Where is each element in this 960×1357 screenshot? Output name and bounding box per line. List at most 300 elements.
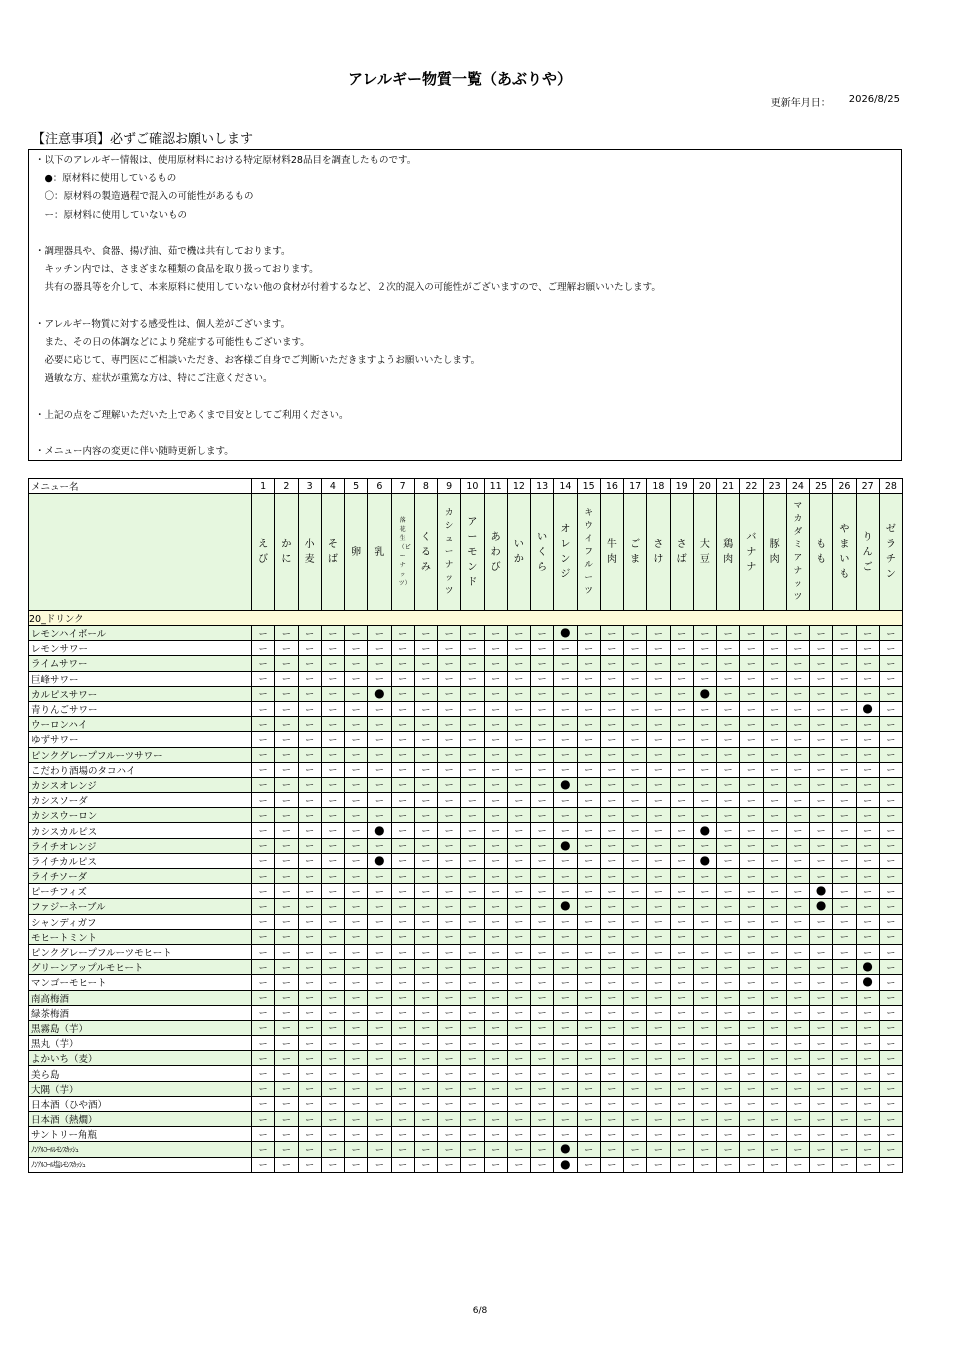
- none-mark: ー: [624, 1051, 647, 1066]
- none-mark: ー: [717, 1051, 740, 1066]
- none-mark: ー: [693, 838, 716, 853]
- none-mark: ー: [414, 899, 437, 914]
- none-mark: ー: [740, 732, 763, 747]
- none-mark: ー: [577, 641, 600, 656]
- update-date-value: 2026/8/25: [848, 94, 900, 105]
- table-row: [29, 1066, 903, 1081]
- used-dot: ●: [374, 852, 385, 867]
- none-mark: ー: [856, 944, 879, 959]
- none-mark: ー: [856, 899, 879, 914]
- table-row: [29, 1081, 903, 1096]
- none-mark: ー: [740, 869, 763, 884]
- none-mark: ー: [786, 1142, 809, 1157]
- used-dot: ●: [560, 898, 571, 913]
- none-mark: ー: [786, 626, 809, 641]
- none-mark: ー: [856, 823, 879, 838]
- none-mark: ー: [391, 808, 414, 823]
- none-mark: ー: [438, 1127, 461, 1142]
- none-mark: ー: [693, 990, 716, 1005]
- none-mark: ー: [624, 626, 647, 641]
- none-mark: ー: [554, 747, 577, 762]
- none-mark: ー: [252, 944, 275, 959]
- none-mark: ー: [321, 853, 344, 868]
- none-mark: ー: [345, 1096, 368, 1111]
- none-mark: ー: [763, 838, 786, 853]
- none-mark: ー: [275, 1127, 298, 1142]
- none-mark: ー: [414, 1157, 437, 1172]
- none-mark: ー: [275, 1051, 298, 1066]
- none-mark: ー: [275, 1005, 298, 1020]
- notice-line: [35, 388, 895, 406]
- none-mark: ー: [484, 1157, 507, 1172]
- table-row: [29, 884, 903, 899]
- none-mark: ー: [484, 960, 507, 975]
- none-mark: ー: [275, 762, 298, 777]
- none-mark: ー: [856, 1051, 879, 1066]
- none-mark: ー: [670, 808, 693, 823]
- allergen-name: もも: [816, 539, 827, 565]
- none-mark: ー: [647, 747, 670, 762]
- none-mark: ー: [252, 929, 275, 944]
- none-mark: ー: [368, 762, 391, 777]
- none-mark: ー: [531, 1005, 554, 1020]
- none-mark: ー: [833, 1157, 856, 1172]
- none-mark: ー: [786, 1051, 809, 1066]
- notice-line: [35, 298, 895, 316]
- none-mark: ー: [368, 1081, 391, 1096]
- none-mark: ー: [298, 914, 321, 929]
- none-mark: ー: [507, 1112, 530, 1127]
- none-mark: ー: [298, 626, 321, 641]
- none-mark: ー: [554, 975, 577, 990]
- none-mark: ー: [414, 762, 437, 777]
- none-mark: ー: [507, 1081, 530, 1096]
- none-mark: ー: [670, 686, 693, 701]
- allergen-header: [670, 494, 693, 611]
- none-mark: ー: [810, 717, 833, 732]
- none-mark: ー: [810, 1005, 833, 1020]
- none-mark: ー: [252, 762, 275, 777]
- none-mark: ー: [600, 808, 623, 823]
- none-mark: ー: [717, 884, 740, 899]
- none-mark: ー: [252, 1020, 275, 1035]
- none-mark: ー: [740, 762, 763, 777]
- none-mark: ー: [647, 1157, 670, 1172]
- none-mark: ー: [856, 717, 879, 732]
- none-mark: ー: [786, 899, 809, 914]
- none-mark: ー: [577, 777, 600, 792]
- allergen-number: 16: [600, 479, 623, 494]
- used-dot: ●: [560, 1156, 571, 1171]
- none-mark: ー: [298, 656, 321, 671]
- notice-line: ・上記の点をご理解いただいた上であくまで目安としてご利用ください。: [35, 409, 349, 421]
- none-mark: ー: [693, 960, 716, 975]
- none-mark: ー: [391, 853, 414, 868]
- none-mark: ー: [717, 717, 740, 732]
- none-mark: ー: [507, 1036, 530, 1051]
- none-mark: ー: [600, 762, 623, 777]
- none-mark: ー: [577, 1127, 600, 1142]
- none-mark: ー: [786, 747, 809, 762]
- none-mark: ー: [414, 884, 437, 899]
- table-row: [29, 686, 903, 701]
- none-mark: ー: [554, 944, 577, 959]
- none-mark: ー: [438, 1036, 461, 1051]
- none-mark: ー: [414, 823, 437, 838]
- none-mark: ー: [438, 777, 461, 792]
- none-mark: ー: [554, 1081, 577, 1096]
- none-mark: ー: [856, 762, 879, 777]
- none-mark: ー: [368, 641, 391, 656]
- used-dot: ●: [374, 822, 385, 837]
- none-mark: ー: [833, 884, 856, 899]
- notice-line: 必要に応じて、専門医にご相談いただき、お客様ご自身でご判断いただきますようお願いいたします。: [35, 355, 481, 367]
- none-mark: ー: [554, 717, 577, 732]
- none-mark: ー: [856, 641, 879, 656]
- none-mark: ー: [786, 884, 809, 899]
- none-mark: ー: [345, 975, 368, 990]
- none-mark: ー: [507, 732, 530, 747]
- none-mark: ー: [484, 823, 507, 838]
- menu-item-name: カシスオレンジ: [29, 777, 252, 792]
- none-mark: ー: [554, 1096, 577, 1111]
- none-mark: ー: [531, 777, 554, 792]
- allergen-header: [461, 494, 484, 611]
- none-mark: ー: [391, 838, 414, 853]
- none-mark: ー: [740, 899, 763, 914]
- none-mark: ー: [531, 929, 554, 944]
- none-mark: ー: [275, 899, 298, 914]
- none-mark: ー: [693, 762, 716, 777]
- none-mark: ー: [368, 944, 391, 959]
- none-mark: ー: [856, 1142, 879, 1157]
- none-mark: ー: [438, 701, 461, 716]
- none-mark: ー: [507, 701, 530, 716]
- none-mark: ー: [833, 944, 856, 959]
- none-mark: ー: [507, 671, 530, 686]
- none-mark: ー: [577, 960, 600, 975]
- allergen-name: 牛肉: [606, 539, 617, 565]
- table-row: [29, 747, 903, 762]
- none-mark: ー: [321, 1112, 344, 1127]
- notice-heading: 【注意事項】必ずご確認お願いします: [32, 132, 254, 147]
- none-mark: ー: [600, 823, 623, 838]
- none-mark: ー: [507, 686, 530, 701]
- none-mark: ー: [856, 626, 879, 641]
- none-mark: ー: [600, 899, 623, 914]
- none-mark: ー: [461, 869, 484, 884]
- none-mark: ー: [717, 990, 740, 1005]
- none-mark: ー: [763, 884, 786, 899]
- none-mark: ー: [717, 1127, 740, 1142]
- none-mark: ー: [600, 1066, 623, 1081]
- none-mark: ー: [670, 626, 693, 641]
- none-mark: ー: [461, 732, 484, 747]
- none-mark: ー: [438, 671, 461, 686]
- menu-item-name: ウーロンハイ: [29, 717, 252, 732]
- none-mark: ー: [554, 853, 577, 868]
- none-mark: ー: [833, 1096, 856, 1111]
- none-mark: ー: [833, 686, 856, 701]
- none-mark: ー: [321, 1127, 344, 1142]
- none-mark: ー: [275, 929, 298, 944]
- none-mark: ー: [740, 1142, 763, 1157]
- none-mark: ー: [624, 1112, 647, 1127]
- none-mark: ー: [275, 990, 298, 1005]
- none-mark: ー: [507, 899, 530, 914]
- none-mark: ー: [554, 823, 577, 838]
- none-mark: ー: [740, 717, 763, 732]
- table-row: [29, 641, 903, 656]
- none-mark: ー: [275, 732, 298, 747]
- none-mark: ー: [600, 686, 623, 701]
- none-mark: ー: [507, 641, 530, 656]
- allergen-number: 4: [321, 479, 344, 494]
- none-mark: ー: [763, 1020, 786, 1035]
- menu-item-name: シャンディガフ: [29, 914, 252, 929]
- none-mark: ー: [577, 626, 600, 641]
- none-mark: ー: [717, 914, 740, 929]
- none-mark: ー: [321, 960, 344, 975]
- none-mark: ー: [368, 914, 391, 929]
- used-mark: [554, 1142, 577, 1157]
- none-mark: ー: [368, 1112, 391, 1127]
- none-mark: ー: [298, 732, 321, 747]
- none-mark: ー: [298, 990, 321, 1005]
- none-mark: ー: [252, 899, 275, 914]
- none-mark: ー: [252, 914, 275, 929]
- none-mark: ー: [740, 975, 763, 990]
- none-mark: ー: [368, 656, 391, 671]
- none-mark: ー: [763, 793, 786, 808]
- none-mark: ー: [879, 747, 902, 762]
- none-mark: ー: [577, 732, 600, 747]
- none-mark: ー: [786, 944, 809, 959]
- none-mark: ー: [600, 641, 623, 656]
- none-mark: ー: [833, 823, 856, 838]
- none-mark: ー: [554, 990, 577, 1005]
- none-mark: ー: [879, 944, 902, 959]
- none-mark: ー: [647, 1081, 670, 1096]
- none-mark: ー: [763, 626, 786, 641]
- none-mark: ー: [321, 869, 344, 884]
- none-mark: ー: [507, 747, 530, 762]
- none-mark: ー: [252, 1066, 275, 1081]
- none-mark: ー: [368, 732, 391, 747]
- none-mark: ー: [345, 929, 368, 944]
- none-mark: ー: [717, 1005, 740, 1020]
- none-mark: ー: [391, 1005, 414, 1020]
- none-mark: ー: [833, 1005, 856, 1020]
- none-mark: ー: [252, 626, 275, 641]
- none-mark: ー: [624, 884, 647, 899]
- none-mark: ー: [391, 1036, 414, 1051]
- none-mark: ー: [391, 1127, 414, 1142]
- allergen-header: [577, 494, 600, 611]
- none-mark: ー: [252, 1157, 275, 1172]
- none-mark: ー: [740, 1066, 763, 1081]
- none-mark: ー: [275, 1036, 298, 1051]
- none-mark: ー: [414, 1005, 437, 1020]
- none-mark: ー: [298, 899, 321, 914]
- none-mark: ー: [786, 732, 809, 747]
- none-mark: ー: [321, 929, 344, 944]
- none-mark: ー: [786, 929, 809, 944]
- none-mark: ー: [252, 1005, 275, 1020]
- none-mark: ー: [833, 1112, 856, 1127]
- none-mark: ー: [321, 1066, 344, 1081]
- none-mark: ー: [298, 1142, 321, 1157]
- none-mark: ー: [670, 899, 693, 914]
- table-row: [29, 717, 903, 732]
- none-mark: ー: [879, 929, 902, 944]
- allergen-name: りんご: [862, 531, 873, 573]
- none-mark: ー: [810, 686, 833, 701]
- none-mark: ー: [879, 1096, 902, 1111]
- none-mark: ー: [717, 671, 740, 686]
- none-mark: ー: [484, 1051, 507, 1066]
- none-mark: ー: [438, 626, 461, 641]
- none-mark: ー: [252, 701, 275, 716]
- none-mark: ー: [810, 1051, 833, 1066]
- none-mark: ー: [368, 1005, 391, 1020]
- none-mark: ー: [670, 884, 693, 899]
- none-mark: ー: [856, 1112, 879, 1127]
- none-mark: ー: [600, 1112, 623, 1127]
- none-mark: ー: [624, 1081, 647, 1096]
- none-mark: ー: [368, 869, 391, 884]
- used-dot: ●: [815, 898, 827, 913]
- none-mark: ー: [368, 838, 391, 853]
- none-mark: ー: [298, 1096, 321, 1111]
- none-mark: ー: [252, 823, 275, 838]
- category-row: 20_ドリンク: [29, 611, 903, 626]
- none-mark: ー: [693, 1020, 716, 1035]
- allergen-header: [833, 494, 856, 611]
- used-mark: [693, 853, 716, 868]
- none-mark: ー: [670, 990, 693, 1005]
- none-mark: ー: [438, 1096, 461, 1111]
- none-mark: ー: [833, 1142, 856, 1157]
- none-mark: ー: [647, 1096, 670, 1111]
- none-mark: ー: [461, 1157, 484, 1172]
- none-mark: ー: [531, 747, 554, 762]
- none-mark: ー: [345, 1127, 368, 1142]
- none-mark: ー: [554, 732, 577, 747]
- none-mark: ー: [833, 975, 856, 990]
- none-mark: ー: [833, 990, 856, 1005]
- none-mark: ー: [577, 990, 600, 1005]
- allergen-number: 8: [414, 479, 437, 494]
- none-mark: ー: [879, 793, 902, 808]
- none-mark: ー: [717, 1142, 740, 1157]
- none-mark: ー: [414, 1127, 437, 1142]
- none-mark: ー: [879, 1051, 902, 1066]
- none-mark: ー: [298, 717, 321, 732]
- notice-box: [28, 149, 902, 461]
- none-mark: ー: [507, 960, 530, 975]
- none-mark: ー: [531, 884, 554, 899]
- none-mark: ー: [507, 656, 530, 671]
- none-mark: ー: [600, 701, 623, 716]
- none-mark: ー: [810, 975, 833, 990]
- none-mark: ー: [461, 1066, 484, 1081]
- none-mark: ー: [484, 762, 507, 777]
- none-mark: ー: [577, 671, 600, 686]
- none-mark: ー: [345, 1157, 368, 1172]
- none-mark: ー: [368, 747, 391, 762]
- none-mark: ー: [438, 641, 461, 656]
- none-mark: ー: [693, 793, 716, 808]
- none-mark: ー: [577, 884, 600, 899]
- none-mark: ー: [252, 793, 275, 808]
- none-mark: ー: [507, 626, 530, 641]
- none-mark: ー: [298, 777, 321, 792]
- none-mark: ー: [577, 656, 600, 671]
- allergen-number: 2: [275, 479, 298, 494]
- table-row: [29, 1005, 903, 1020]
- menu-item-name: 南高梅酒: [29, 990, 252, 1005]
- none-mark: ー: [531, 960, 554, 975]
- none-mark: ー: [275, 793, 298, 808]
- none-mark: ー: [670, 777, 693, 792]
- none-mark: ー: [740, 960, 763, 975]
- none-mark: ー: [531, 1142, 554, 1157]
- none-mark: ー: [298, 1081, 321, 1096]
- none-mark: ー: [647, 1036, 670, 1051]
- allergen-number: 23: [763, 479, 786, 494]
- none-mark: ー: [670, 656, 693, 671]
- none-mark: ー: [577, 1020, 600, 1035]
- none-mark: ー: [833, 671, 856, 686]
- update-date-label: 更新年月日：: [770, 98, 831, 109]
- none-mark: ー: [786, 1112, 809, 1127]
- allergen-name: かに: [281, 539, 292, 565]
- allergen-header: [600, 494, 623, 611]
- none-mark: ー: [647, 929, 670, 944]
- none-mark: ー: [461, 990, 484, 1005]
- none-mark: ー: [577, 823, 600, 838]
- none-mark: ー: [810, 823, 833, 838]
- none-mark: ー: [670, 717, 693, 732]
- menu-item-name: ゆずサワー: [29, 732, 252, 747]
- none-mark: ー: [717, 869, 740, 884]
- table-row: [29, 960, 903, 975]
- none-mark: ー: [670, 1005, 693, 1020]
- none-mark: ー: [786, 656, 809, 671]
- none-mark: ー: [833, 626, 856, 641]
- table-row: [29, 656, 903, 671]
- none-mark: ー: [275, 853, 298, 868]
- none-mark: ー: [461, 626, 484, 641]
- none-mark: ー: [414, 793, 437, 808]
- allergen-number: 10: [461, 479, 484, 494]
- none-mark: ー: [577, 1157, 600, 1172]
- table-row: [29, 793, 903, 808]
- none-mark: ー: [414, 1142, 437, 1157]
- none-mark: ー: [717, 1036, 740, 1051]
- none-mark: ー: [298, 1036, 321, 1051]
- table-row: [29, 823, 903, 838]
- none-mark: ー: [531, 762, 554, 777]
- allergen-header: [298, 494, 321, 611]
- none-mark: ー: [740, 1051, 763, 1066]
- allergen-name: くるみ: [420, 531, 431, 573]
- none-mark: ー: [531, 732, 554, 747]
- none-mark: ー: [740, 1020, 763, 1035]
- allergen-name: バナナ: [746, 531, 757, 573]
- allergen-header: [879, 494, 902, 611]
